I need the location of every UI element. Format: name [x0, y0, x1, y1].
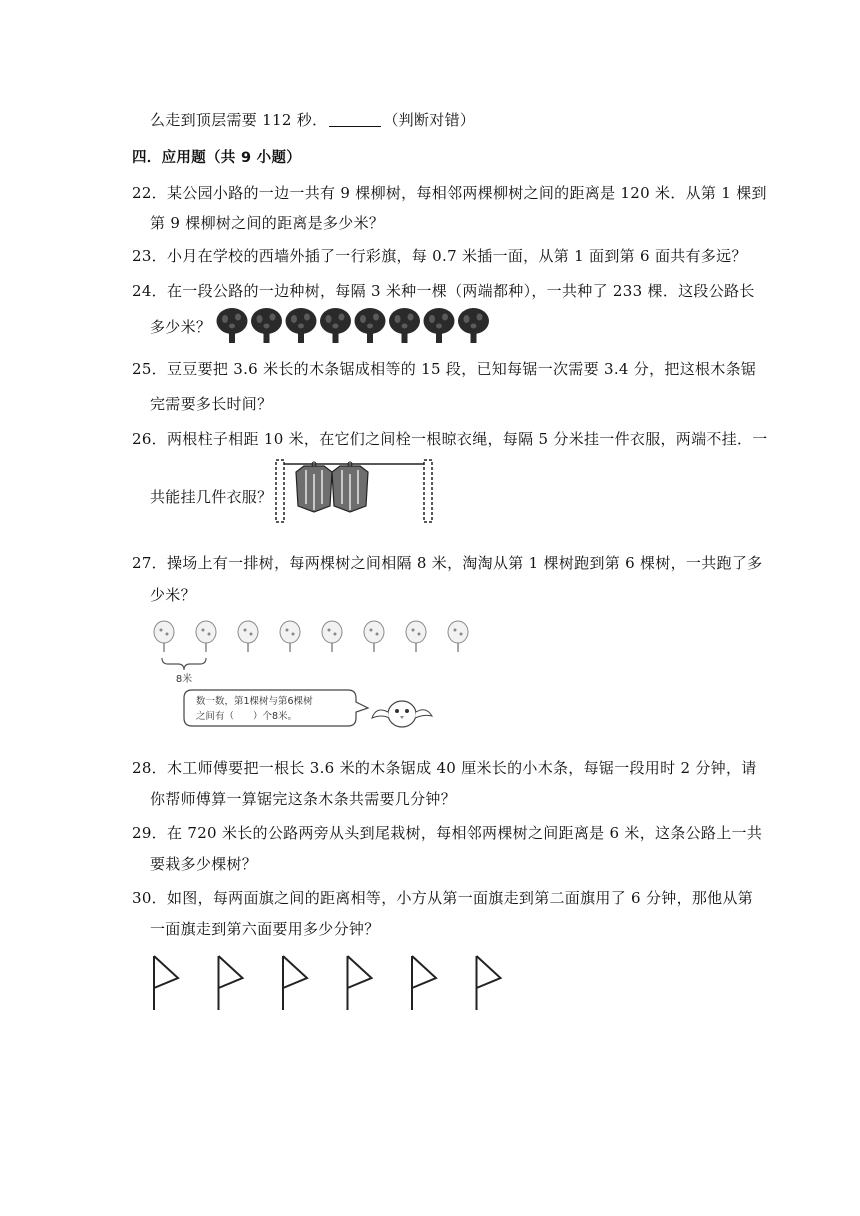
q24-line1: 24．在一段公路的一边种树，每隔 3 米种一棵（两端都种），一共种了 233 棵．这段公路长	[132, 282, 755, 300]
flag-icon	[154, 956, 178, 1010]
tree-icon	[251, 308, 282, 343]
q23-line1: 23．小月在学校的西墙外插了一行彩旗，每 0.7 米插一面，从第 1 面到第 6 面共有多远？	[132, 247, 747, 265]
sapling-icon	[364, 621, 384, 652]
tree-icon	[286, 308, 317, 343]
q27-trees-figure	[150, 612, 492, 732]
tree-icon	[458, 308, 489, 343]
sapling-icon	[154, 621, 174, 652]
tree-icon	[320, 308, 351, 343]
tree-icon	[355, 308, 386, 343]
q26-line1: 26．两根柱子相距 10 米，在它们之间栓一根晾衣绳，每隔 5 分米挂一件衣服，两端不挂．一	[132, 430, 768, 448]
q29-line1: 29．在 720 米长的公路两旁从头到尾栽树，每相邻两棵树之间距离是 6 米，这条公路上一共	[132, 824, 763, 842]
q22-line2: 第 9 棵柳树之间的距离是多少米？	[150, 214, 385, 232]
tree-icon	[217, 308, 248, 343]
sapling-icon	[406, 621, 426, 652]
section-title: 四．应用题（共 9 小题）	[132, 150, 302, 166]
q24-trees-figure	[214, 306, 496, 346]
q27-line1: 27．操场上有一排树，每两棵树之间相隔 8 米，淘淘从第 1 棵树跑到第 6 棵树，一共跑了多	[132, 554, 763, 572]
q21-text: 么走到顶层需要 112 秒．	[150, 111, 328, 129]
q26-clothesline-figure	[272, 456, 436, 524]
q21-tail	[150, 110, 475, 130]
bubble-line2: 之间有（ ）个8米。	[196, 711, 298, 722]
shirt-icon	[332, 462, 368, 512]
distance-label: 8米	[175, 674, 193, 685]
q30-line1: 30．如图，每两面旗之间的距离相等，小方从第一面旗走到第二面旗用了 6 分钟，那他从第	[132, 889, 754, 907]
sapling-icon	[196, 621, 216, 652]
bubble-line1: 数一数，第1棵树与第6棵树	[196, 696, 313, 707]
q27-line2: 少米？	[150, 586, 196, 604]
right-pole	[424, 460, 432, 522]
sapling-icon	[448, 621, 468, 652]
flag-icon	[283, 956, 307, 1010]
sapling-icon	[238, 621, 258, 652]
q29-line2: 要栽多少棵树？	[150, 855, 258, 873]
tree-icon	[424, 308, 455, 343]
q25-line1: 25．豆豆要把 3.6 米长的木条锯成相等的 15 段，已知每锯一次需要 3.4 分，把这根木条锯	[132, 360, 757, 378]
flag-icon	[348, 956, 372, 1010]
q21-suffix: （判断对错）	[383, 111, 476, 129]
answer-blank[interactable]	[329, 112, 381, 127]
q28-line1: 28．木工师傅要把一根长 3.6 米的木条锯成 40 厘米长的小木条，每锯一段用时 2 分钟，请	[132, 759, 757, 777]
shirt-icon	[296, 462, 332, 512]
flag-icon	[219, 956, 243, 1010]
bird-icon	[372, 701, 432, 727]
sapling-icon	[322, 621, 342, 652]
flag-icon	[412, 956, 436, 1010]
tree-icon	[389, 308, 420, 343]
q30-line2: 一面旗走到第六面要用多少分钟？	[150, 920, 380, 938]
q30-flags-figure	[148, 952, 508, 1014]
distance-brace	[162, 658, 206, 670]
q25-line2: 完需要多长时间？	[150, 395, 273, 413]
q26-line2: 共能挂几件衣服？	[150, 488, 273, 506]
q24-line2: 多少米？	[150, 318, 212, 336]
q22-line1: 22．某公园小路的一边一共有 9 棵柳树，每相邻两棵柳树之间的距离是 120 米．从第 1 棵到	[132, 184, 767, 202]
flag-icon	[477, 956, 501, 1010]
sapling-icon	[280, 621, 300, 652]
left-pole	[276, 460, 284, 522]
q28-line2: 你帮师傅算一算锯完这条木条共需要几分钟？	[150, 790, 457, 808]
